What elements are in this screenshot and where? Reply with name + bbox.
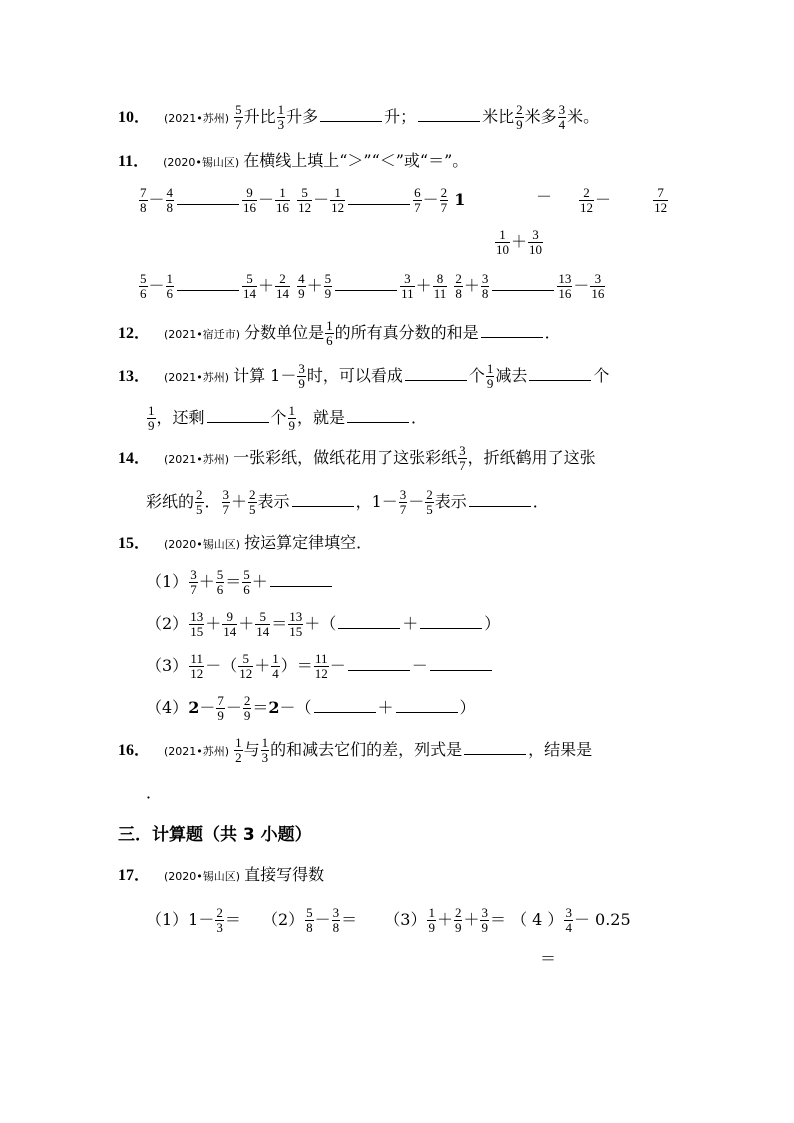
answer-blank[interactable] (177, 188, 239, 205)
question-15-part-3: （3） $\frac{11}{12}$ －（ $\frac{5}{12}$ ＋ $\frac{1}{4}$ ）＝ $\frac{11}{12}$ － － (146, 652, 494, 681)
question-16: 16． (2021•苏州) $\frac{1}{2}$ 与 $\frac{1}{3}$ 的和减去它们的差，列式是 ，结果是 (118, 735, 593, 765)
answer-blank[interactable] (320, 105, 382, 122)
answer-blank[interactable] (420, 612, 482, 629)
question-13: 13． (2021•苏州) 计算 1－ $\frac{3}{9}$ 时，可以看成 个 $\frac{1}{9}$ 减去 个 (118, 361, 610, 391)
answer-blank[interactable] (529, 364, 591, 381)
compare-row-1c: $\frac{2}{12}$ － $\frac{7}{12}$ (580, 185, 668, 215)
question-11: 11． (2020•锡山区) 在横线上填上“＞”“＜”或“＝”。 (118, 151, 469, 170)
answer-blank[interactable] (418, 105, 480, 122)
answer-blank[interactable] (177, 274, 239, 291)
question-12: 12． (2021•宿迁市) 分数单位是 $\frac{1}{6}$ 的所有真分数的和是 ． (118, 318, 561, 348)
question-14: 14． (2021•苏州) 一张彩纸，做纸花用了这张彩纸 $\frac{3}{7}$ ，折纸鹤用了这张 (118, 443, 596, 473)
answer-blank[interactable] (335, 274, 397, 291)
question-15-part-2: （2） $\frac{13}{15}$ ＋ $\frac{9}{14}$ ＋ $\frac{5}{14}$ ＝ $\frac{13}{15}$ ＋（ ＋ ） (146, 609, 501, 639)
question-13-cont: $\frac{1}{9}$ ，还剩 个 $\frac{1}{9}$ ，就是 ． (148, 403, 428, 433)
answer-blank[interactable] (292, 490, 354, 507)
compare-row-1b: － (536, 187, 553, 206)
answer-blank[interactable] (207, 406, 269, 423)
answer-blank[interactable] (396, 696, 458, 713)
question-10: 10． (2021•苏州) $\frac{5}{7}$ 升比 $\frac{1}{3}$ 升多 升； 米比 $\frac{2}{9}$ 米多 $\frac{3}{4}$ 米。 (118, 102, 600, 132)
answer-blank[interactable] (430, 654, 492, 671)
answer-blank[interactable] (481, 321, 543, 338)
question-14-cont: 彩纸的 $\frac{2}{5}$ ． $\frac{3}{7}$ ＋ $\frac{2}{5}$ 表示 ，1－ $\frac{3}{7}$ － $\frac{2}{5}$ 表示 ． (146, 487, 549, 517)
question-15: 15． (2020•锡山区) 按运算定律填空． (118, 533, 373, 552)
answer-blank[interactable] (405, 364, 467, 381)
compare-row-1d: $\frac{1}{10}$ ＋ $\frac{3}{10}$ (496, 227, 543, 257)
answer-blank[interactable] (492, 274, 554, 291)
section-heading: 三．计算题（共 3 小题） (118, 825, 312, 845)
answer-blank[interactable] (338, 612, 400, 629)
answer-blank[interactable] (348, 654, 410, 671)
compare-row-1: $\frac{7}{8}$ － $\frac{4}{8}$ $\frac{9}{16}$ － $\frac{1}{16}$ $\frac{5}{12}$ － $\frac{1}{12}$ $\frac{6}{7}$ － $\frac{2}{7}$ 1 (140, 185, 466, 215)
question-17: 17． (2020•锡山区) 直接写得数 (118, 865, 325, 884)
compare-row-2: $\frac{5}{6}$ － $\frac{1}{6}$ $\frac{5}{14}$ ＋ $\frac{2}{14}$ $\frac{4}{9}$ ＋ $\frac{5}{9}$ $\frac{3}{11}$ ＋ $\frac{8}{11}$ $\frac{2}{8}$ ＋ $\frac{3}{8}$ $\frac{13}{16}$ － $\frac{3}{16}$ (140, 271, 605, 301)
answer-blank[interactable] (464, 738, 526, 755)
answer-blank[interactable] (314, 696, 376, 713)
answer-blank[interactable] (347, 406, 409, 423)
question-16-cont: ． (146, 783, 163, 802)
question-15-part-1: （1） $\frac{3}{7}$ ＋ $\frac{5}{6}$ ＝ $\frac{5}{6}$ ＋ (146, 568, 334, 597)
answer-blank[interactable] (348, 188, 410, 205)
answer-blank[interactable] (270, 570, 332, 587)
question-15-part-4: （4）2－ $\frac{7}{9}$ － $\frac{2}{9}$ ＝2－（ ＋ ） (146, 693, 476, 723)
answer-blank[interactable] (469, 490, 531, 507)
question-17-parts: （1）1－ $\frac{2}{3}$ ＝ （2） $\frac{5}{8}$ － $\frac{3}{8}$ ＝ （3） $\frac{1}{9}$ ＋ $\frac{2}{9}$ ＋ $\frac{3}{9}$ ＝ （ 4 ） $\frac{3}{4}$ － 0.25 (146, 905, 631, 935)
question-17-eq: ＝ (540, 949, 557, 968)
